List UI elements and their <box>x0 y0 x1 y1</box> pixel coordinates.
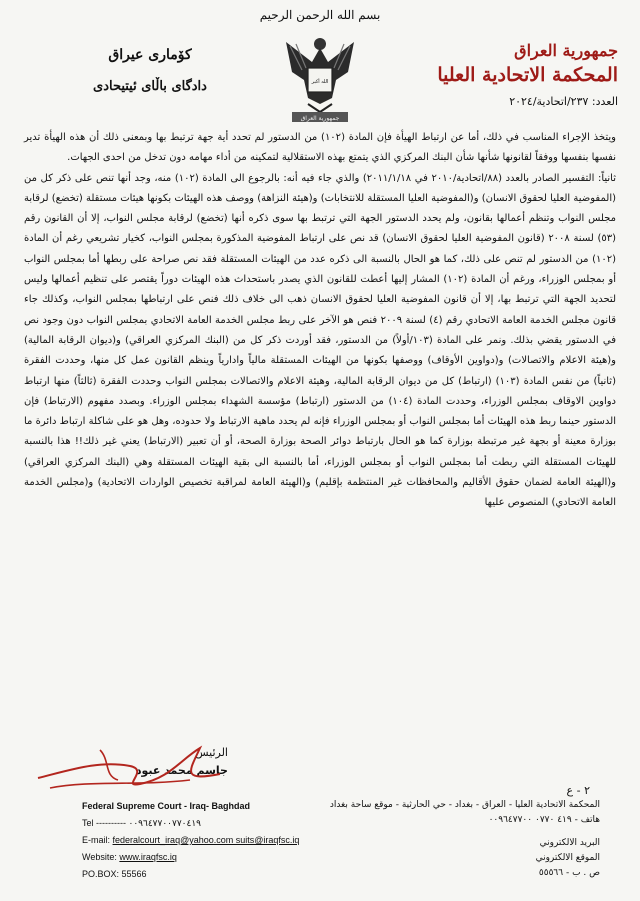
footer-website-link[interactable]: www.iraqfsc.iq <box>119 852 177 862</box>
footer-email-link[interactable]: federalcourt_iraq@yahoo.com suits@iraqfsc.iq <box>112 835 300 845</box>
footer-phone-arabic: هاتف - ٤١٩ ٠٧٧٠ ٠٠٩٦٤٧٧٠٠ <box>488 815 600 825</box>
court-name: المحكمة الاتحادية العليا <box>437 64 618 86</box>
emblem-text: الله أكبر <box>311 79 329 85</box>
court-name-kurdish: دادگای باڵای ئیتیحادی <box>93 79 207 94</box>
footer-website-arabic: الموقع الالكتروني <box>535 853 600 863</box>
footer-website-row <box>82 849 342 866</box>
footer-email-arabic: البريد الالكتروني <box>539 838 600 848</box>
footer-court-name: Federal Supreme Court - Iraq- Baghdad <box>82 801 251 811</box>
footer-email-label: E-mail: <box>82 835 111 845</box>
emblem-caption: جمهورية العراق <box>300 115 340 122</box>
paragraph-1: ويتخذ الإجراء المناسب في ذلك، أما عن ارتباط الهيأة فإن المادة (١٠٢) من الدستور لم تحدد أية جهة ترتبط بها وبمعنى ذلك أن هذه الهيأة تدير نفسها بنفسها ووفقاً لقانونها شأنها شأن البنك المركزي الذي يتمتع بهذه الاستقلالية لتمكينه من أداء مهامه دون تدخل من احدى الجهات. <box>24 132 616 164</box>
case-number: العدد: ٢٣٧/اتحادية/٢٠٢٤ <box>509 95 618 108</box>
footer-telephone: Tel ---------- ٠٠٩٦٤٧٧٠٠٧٧٠٤١٩ <box>82 818 201 828</box>
court-header-arabic <box>428 40 618 110</box>
footer-website-label: Website: <box>82 852 117 862</box>
footer-pobox: PO.BOX: 55566 <box>82 869 147 879</box>
court-header-kurdish <box>40 44 260 98</box>
page-number: ٢ - ع <box>566 784 590 797</box>
judgment-body <box>24 128 616 514</box>
signatory-name: جاسم محمد عبود <box>135 764 228 777</box>
paragraph-2: ثانياً: التفسير الصادر بالعدد (٨٨/اتحادية/٢٠١٠ في ٢٠١١/١/١٨) والذي جاء فيه أنه: بالرجوع الى المادة (١٠٢) منه، وجد أنها تنص على ذكر كل من (المفوضية العليا لحقوق الانسان) و(المفوضية العليا المستقلة للانتخابات) و(هيئة النزاهة) ووصف هذه الهيئات بكونها هيئات مستقلة (تخضع) لرقابة مجلس النواب وتنظم أعمالها بقانون، ولم يحدد الدستور الجهة التي ترتبط بها سوى ذكره أنها (تخضع) لرقابة مجلس النواب، إلا أن القانون رقم (٥٣) لسنة ٢٠٠٨ (قانون المفوضية العليا لحقوق الانسان) قد نص على ارتباط المفوضية المذكورة بمجلس النواب، كخيار تشريعي رغم أن المادة (١٠٢) من الدستور لم تنص على ذلك، كما هو الحال بالنسبة الى ذكره عدد من الهيئات المستقلة فقد نص صراحة على ربطها أما بمجلس النواب أو بمجلس الوزراء، ورغم أن المادة (١٠٢) المشار إليها أعطت للقانون الذي يصدر باستحداث هذه الهيئات دوراً يقتصر على تنظيم أعمالها وليس لتحديد الجهة التي ترتبط بها، إلا أن قانون المفوضية العليا لحقوق الانسان ذهب الى خلاف ذلك فنص على ارتباطها بمجلس النواب، وكذلك جاء قانون مجلس الخدمة العامة الاتحادي رقم (٤) لسنة ٢٠٠٩ فنص هو الآخر على ربط مجلس الخدمة العامة الاتحادي بمجلس النواب دون وجود نص في الدستور يقضي بذلك. ونمر على المادة (١٠٣/أولاً) من الدستور، فقد أوردت ذكر كل من (البنك المركزي العراقي) و(ديوان الرقابة المالية) و(هيئة الاعلام والاتصالات) و(دواوين الأوقاف) ووصفها بكونها من الهيئات المستقلة مالياً وادارياً وينظم القانون عمل كل منها، وحددت الفقرة (ثانياً) من نفس المادة (١٠٣) (ارتباط) كل من ديوان الرقابة المالية، وهيئة الاعلام والاتصالات بمجلس النواب وحددت الفقرة (ثالثاً) منها ارتباط دواوين الاوقاف بمجلس الوزراء، وحددت المادة (١٠٤) من الدستور (ارتباط) مؤسسة الشهداء بمجلس الوزراء. وبصدد مفهوم (الارتباط) فإن الدستور حينما ربط هذه الهيئات أما بمجلس النواب أو بمجلس الوزراء فإنه لم يحدد ماهية الارتباط ولا حدوده، وهل هو على شاكلة ارتباط دائرة ما بوزارة معينة أو بجهة غير مرتبطة بوزارة كما هو الحال بارتباط دوائر الصحة بوزارة الصحة، أو أن تعبير (الارتباط) يعني غير ذلك!! هذا بالنسبة للهيئات المستقلة التي ربطت أما بمجلس النواب أو بمجلس الوزراء، أما بالنسبة الى بقية الهيئات المستقلة وهي (البنك المركزي العراقي) و(الهيئة العامة لضمان حقوق الأقاليم والمحافظات غير المنتظمة بإقليم) و(الهيئة العامة لمراقبة تخصيص الواردات الاتحادية) و(مجلس الخدمة العامة الاتحادي) المنصوص عليها <box>24 172 617 509</box>
republic-name: جمهورية العراق <box>514 41 618 60</box>
footer-contact-arabic <box>320 798 600 881</box>
basmala: بسم الله الرحمن الرحيم <box>259 8 381 22</box>
republic-name-kurdish: كۆماری عیراق <box>108 47 192 63</box>
iraq-eagle-emblem <box>282 32 358 124</box>
handwritten-signature <box>30 730 230 800</box>
footer-email-row <box>82 832 342 849</box>
footer-pobox-arabic: ص . ب - ٥٥٥٦٦ <box>538 868 600 878</box>
signatory-title: الرئيس <box>195 746 228 759</box>
footer-contact-english <box>82 798 342 883</box>
footer-spacer <box>320 828 600 836</box>
footer-address: المحكمة الاتحادية العليا - العراق - بغداد - حي الحارثية - موقع ساحة بغداد <box>329 800 600 810</box>
